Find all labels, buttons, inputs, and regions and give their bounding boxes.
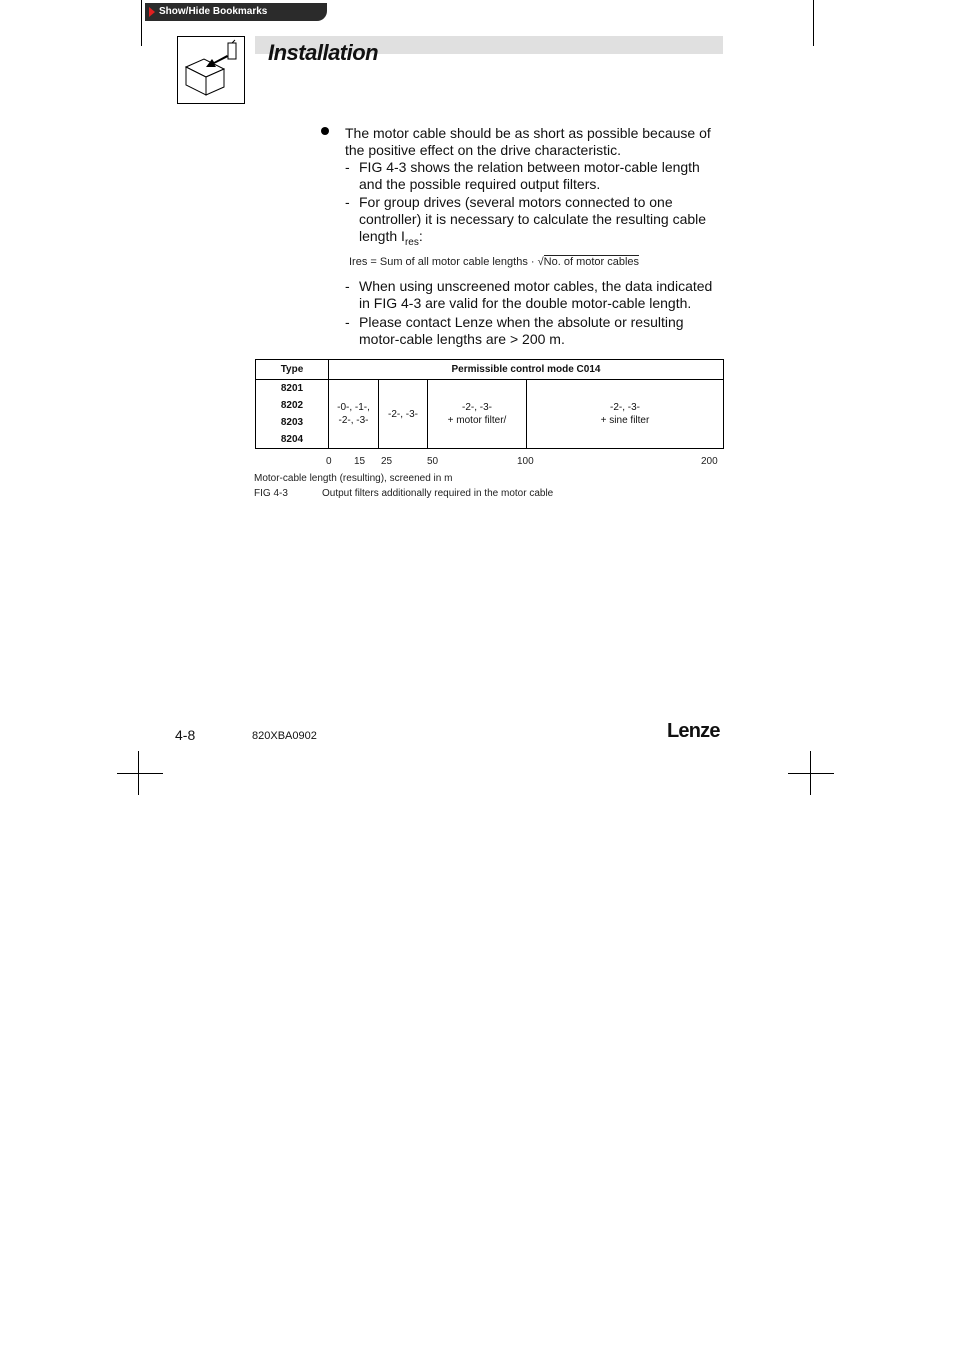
figure-caption: Output filters additionally required in the motor cable: [322, 488, 554, 499]
mode-header: Permissible control mode C014: [329, 360, 724, 380]
bookmarks-label: Show/Hide Bookmarks: [159, 6, 268, 17]
dash-item-2-text: For group drives (several motors connected to one controller) it is necessary to calculate the resulting cable length I: [359, 194, 707, 244]
axis-tick: 100: [517, 456, 534, 467]
dash-marker: -: [345, 159, 350, 175]
document-id: 820XBA0902: [252, 730, 317, 742]
figure-number: FIG 4-3: [254, 488, 288, 499]
crop-mark: [788, 773, 834, 774]
dash-item-2: [359, 194, 711, 251]
show-hide-bookmarks-button[interactable]: [145, 3, 327, 21]
dash-marker: -: [345, 194, 350, 210]
page-title: Installation: [268, 40, 379, 65]
bookmark-arrow-icon: [149, 7, 155, 17]
formula: [349, 256, 639, 268]
dash-item-2-colon: :: [418, 228, 423, 244]
type-value: 8202: [280, 400, 304, 411]
bullet-icon: [321, 127, 329, 135]
range-50-100-cell: [428, 380, 527, 449]
dash-marker: -: [345, 314, 350, 330]
axis-tick: 0: [326, 456, 332, 467]
page-number: 4-8: [175, 727, 196, 743]
formula-lhs: Ires = Sum of all motor cable lengths ·: [349, 256, 538, 268]
dash-item-1: FIG 4-3 shows the relation between motor-cable length and the possible required output filters.: [359, 159, 700, 192]
control-mode-table: [255, 359, 724, 449]
type-value: 8203: [280, 417, 304, 428]
sqrt-icon: √: [537, 256, 544, 268]
bullet-paragraph: The motor cable should be as short as possible because of the positive effect on the drive characteristic.: [345, 125, 711, 158]
axis-tick: 25: [381, 456, 393, 467]
cell-line: + motor filter/: [447, 415, 507, 426]
dash-item-4: Please contact Lenze when the absolute or resulting motor-cable lengths are > 200 m.: [359, 314, 684, 347]
cell-line: -2-, -3-: [610, 402, 640, 413]
cell-line: -0-, -1-,: [337, 402, 370, 413]
type-list: [256, 380, 329, 449]
dash-marker: -: [345, 278, 350, 294]
formula-root: No. of motor cables: [543, 256, 640, 268]
range-15-50-cell: -2-, -3-: [379, 380, 428, 449]
dash-item-3: When using unscreened motor cables, the data indicated in FIG 4-3 are valid for the double motor-cable length.: [359, 278, 713, 311]
crop-mark: [117, 773, 163, 774]
range-100-200-cell: [527, 380, 724, 449]
cell-line: -2-, -3-: [462, 402, 492, 413]
installation-icon: [177, 36, 245, 104]
axis-tick: 50: [427, 456, 439, 467]
axis-tick: 200: [701, 456, 718, 467]
cell-line: -2-, -3-: [338, 415, 369, 426]
crop-mark: [141, 0, 142, 46]
type-value: 8201: [280, 383, 304, 394]
type-value: 8204: [280, 434, 304, 445]
cell-line: + sine filter: [600, 415, 650, 426]
type-header: Type: [256, 360, 329, 380]
lenze-logo: Lenze: [667, 720, 720, 742]
range-0-15-cell: [329, 380, 379, 449]
res-subscript: res: [404, 236, 419, 248]
axis-tick: 15: [354, 456, 366, 467]
crop-mark: [813, 0, 814, 46]
axis-label: Motor-cable length (resulting), screened in m: [254, 473, 453, 484]
